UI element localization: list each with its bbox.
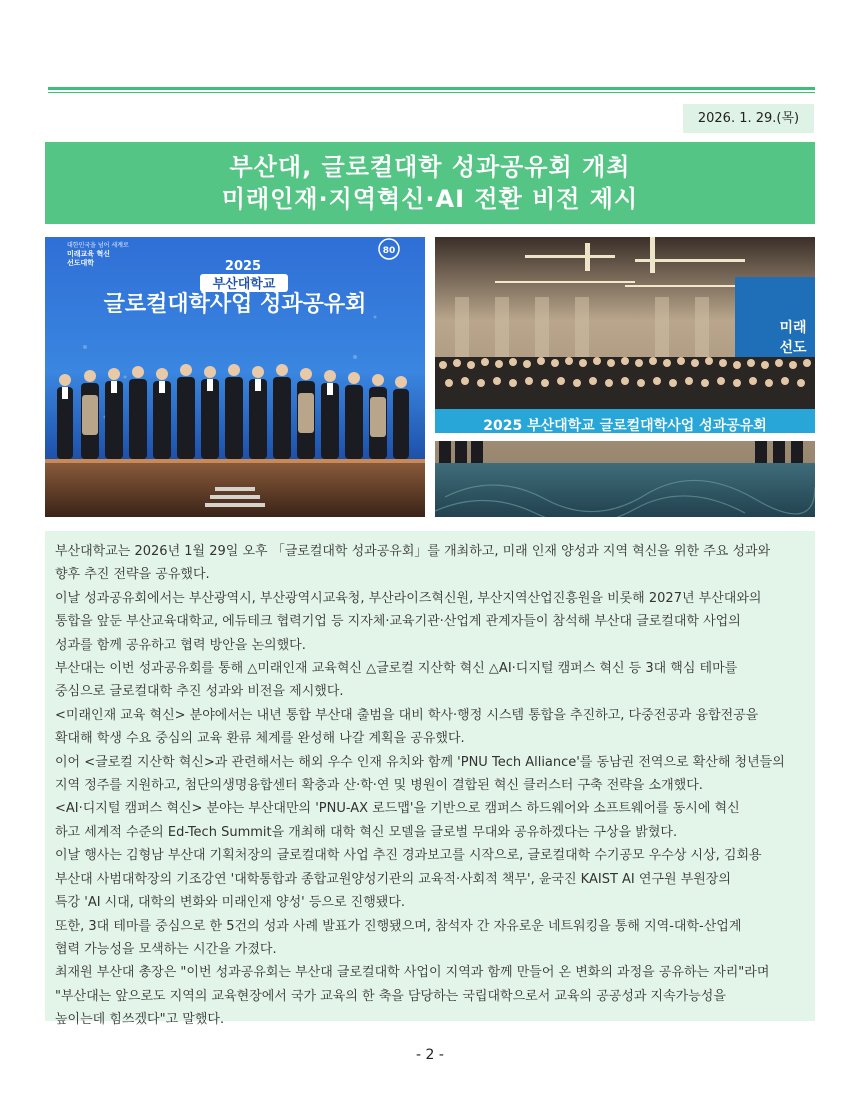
article-line: 이날 행사는 김형남 부산대 기획처장의 글로컬대학 사업 추진 경과보고를 시작으로, 글로컬대학 수기공모 우수상 시상, 김회용 <box>55 848 762 864</box>
article-line: 중심으로 글로컬대학 추진 성과와 비전을 제시했다. <box>55 684 344 700</box>
article-line: 최재원 부산대 총장은 "이번 성과공유회는 부산대 글로컬대학 사업이 지역과 함께 만들어 온 변화의 과정을 공유하는 자리"라며 <box>55 965 770 981</box>
corner-text-2: 미래교육 혁신 <box>67 250 111 258</box>
title-line-1: 부산대, 글로컬대학 성과공유회 개최 <box>229 153 631 181</box>
photo-stage-ceremony <box>45 237 425 517</box>
article-line: 협력 가능성을 모색하는 시간을 가졌다. <box>55 941 277 957</box>
article-line: <미래인재 교육 혁신> 분야에서는 내년 통합 부산대 출범을 대비 학사·행정 시스템 통합을 추진하고, 다중전공과 융합전공을 <box>55 707 759 723</box>
article-line: 지역 정주를 지원하고, 첨단의생명융합센터 확충과 산·학·연 및 병원이 결합된 혁신 클러스터 구축 전략을 소개했다. <box>55 778 703 794</box>
logo-mark: 80 <box>382 246 396 256</box>
screen-year: 2025 <box>224 259 262 274</box>
stage-ceremony-image <box>45 237 425 517</box>
article-line: 통합을 앞둔 부산교육대학교, 에듀테크 협력기업 등 지자체·교육기관·산업계 관계자들이 참석해 부산대 글로컬대학 사업의 <box>55 614 741 630</box>
article-line: <AI·디지털 캠퍼스 혁신> 분야는 부산대만의 'PNU-AX 로드맵'을 기반으로 캠퍼스 하드웨어와 소프트웨어를 동시에 혁신 <box>55 801 740 817</box>
article-line: 특강 'AI 시대, 대학의 변화와 미래인재 양성' 등으로 진행됐다. <box>55 895 406 911</box>
article-line: 성과를 함께 공유하고 협력 방안을 논의했다. <box>55 637 306 653</box>
date-badge: 2026. 1. 29.(목) <box>683 104 814 133</box>
article-line: 부산대학교는 2026년 1월 29일 오후 「글로컬대학 성과공유회」를 개최하고, 미래 인재 양성과 지역 혁신을 위한 주요 성과와 <box>55 544 771 559</box>
article-line: 또한, 3대 테마를 중심으로 한 5건의 성과 사례 발표가 진행됐으며, 참석자 간 자유로운 네트워킹을 통해 지역-대학-산업계 <box>55 918 742 934</box>
article-line: "부산대는 앞으로도 지역의 교육현장에서 국가 교육의 한 축을 담당하는 국립대학으로서 교육의 공공성과 지속가능성을 <box>55 988 726 1004</box>
side-banner-text-2: 선도 <box>779 340 807 356</box>
corner-text-3: 선도대학 <box>67 259 95 267</box>
corner-text-1: 대한민국을 넘어 세계로 <box>67 242 129 249</box>
article-line: 확대해 학생 수요 중심의 교육 환류 체계를 완성해 나갈 계획을 공유했다. <box>55 731 465 747</box>
title-line-2: 미래인재·지역혁신·AI 전환 비전 제시 <box>221 185 639 213</box>
screen-headline: 글로컬대학사업 성과공유회 <box>103 292 367 317</box>
article-line: 높이는데 힘쓰겠다"고 말했다. <box>55 1012 225 1028</box>
page-number: - 2 - <box>416 1047 444 1063</box>
header-rule-thin <box>48 92 815 93</box>
article-line: 이날 성과공유회에서는 부산광역시, 부산광역시교육청, 부산라이즈혁신원, 부산지역산업진흥원을 비롯해 2027년 부산대와의 <box>55 590 762 606</box>
screen-badge: 부산대학교 <box>212 277 276 292</box>
header-rule-thick <box>48 87 815 90</box>
group-hall-image <box>435 237 815 517</box>
article-line: 부산대 사범대학장의 기조강연 '대학통합과 종합교원양성기관의 교육적·사회적 책무', 윤국진 KAIST AI 연구원 부원장의 <box>55 871 731 887</box>
photo-group-hall <box>435 237 815 517</box>
side-banner-text-1: 미래 <box>779 320 807 336</box>
title-banner <box>45 142 815 224</box>
article-body <box>45 531 815 1028</box>
article-line: 이어 <글로컬 지산학 혁신>과 관련해서는 해외 우수 인재 유치와 함께 'PNU Tech Alliance'를 동남권 전역으로 확산해 청년들의 <box>55 754 785 770</box>
group-banner-text: 2025 부산대학교 글로컬대학사업 성과공유회 <box>483 418 767 434</box>
article-line: 부산대는 이번 성과공유회를 통해 △미래인재 교육혁신 △글로컬 지산학 혁신 △AI·디지털 캠퍼스 혁신 등 3대 핵심 테마를 <box>55 661 738 677</box>
article-line: 하고 세계적 수준의 Ed-Tech Summit을 개최해 대학 혁신 모델을 글로벌 무대와 공유하겠다는 구상을 밝혔다. <box>55 824 678 840</box>
article-line: 향후 추진 전략을 공유했다. <box>55 567 210 583</box>
